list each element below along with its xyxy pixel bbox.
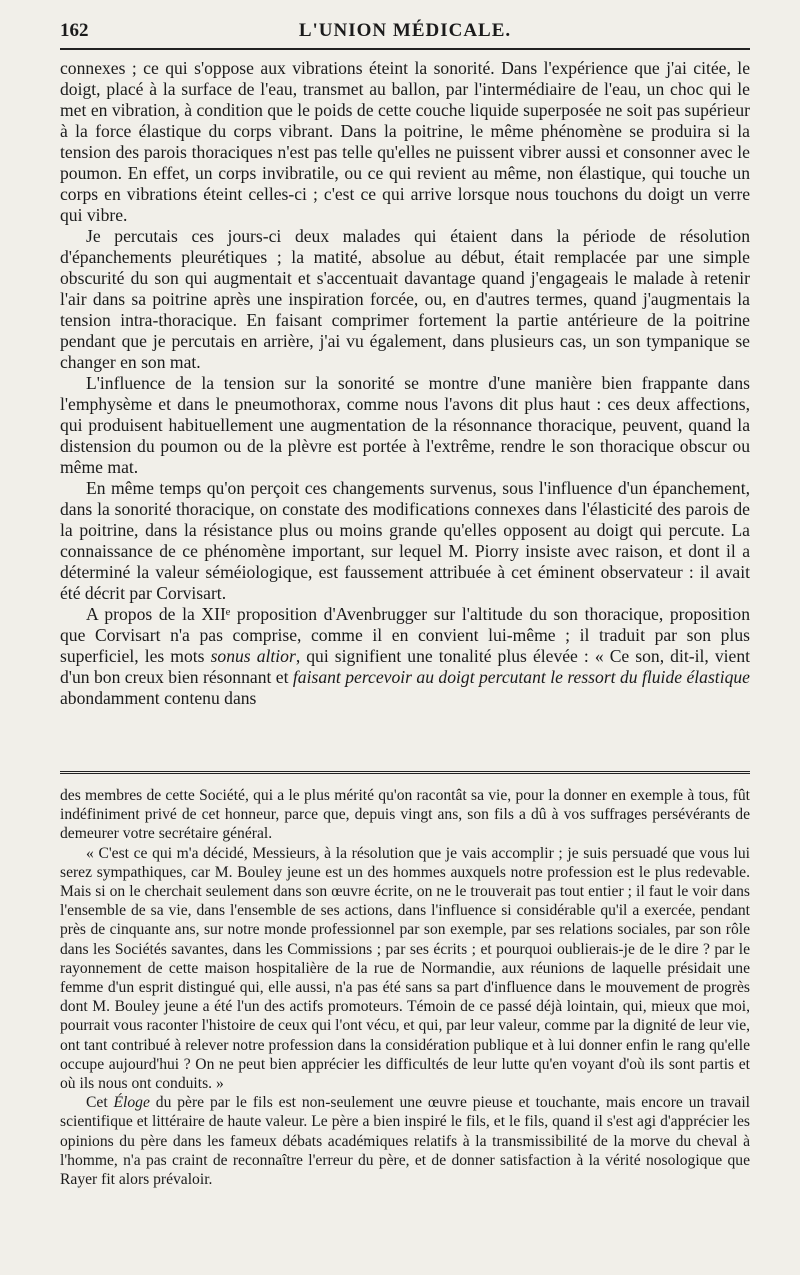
- paragraph: L'influence de la tension sur la sonorité se montre d'une manière bien frappante dans l'emphysème et dans le pneumothorax, comme nous l'avons dit plus haut : ces deux affections, qui produisent habituellement une augmentation de la résonnance thoracique, peuvent, quand la distension du poumon ou de la plèvre est portée à l'extrême, rendre le son thoracique obscur ou même mat.: [60, 373, 750, 477]
- running-title: L'UNION MÉDICALE.: [298, 20, 512, 41]
- note-paragraph: des membres de cette Société, qui a le plus mérité qu'on racontât sa vie, pour la donner en exemple à tous, fût indéfiniment privé de cet honneur, parce que, depuis vingt ans, son fils a dû à vos suffrages persévérants de demeurer votre secrétaire général.: [60, 787, 750, 843]
- text-run: du père par le fils est non-seulement une œuvre pieuse et touchante, mais encore un travail scientifique et littéraire de haute valeur. Le père a bien inspiré le fils, et le fils, quand il s'est agi d'apprécier les opinions du père dans les fameux débats académiques relatifs à la transmissibilité de la morve du cheval à l'homme, n'a pas craint de reconnaître l'erreur du père, et de donner satisfaction à la vérité nosologique que Rayer fit alors prévaloir.: [60, 1094, 750, 1189]
- text-run: , qui signifient une tonalité plus élevée : « Ce son, dit-il, vient d'un bon creux bien résonnant et: [60, 646, 751, 687]
- main-text: [60, 58, 750, 709]
- note-paragraph: « C'est ce qui m'a décidé, Messieurs, à la résolution que je vais accomplir ; je suis persuadé que vous lui serez sympathiques, car M. Bouley jeune est un des hommes auxquels notre profession est le plus redevable. Mais si on le cherchait seulement dans son œuvre écrite, on ne le trouverait pas tout entier ; il faut le voir dans l'ensemble de sa vie, dans l'ensemble de ses actions, dans l'influence si considérable qu'il a exercée, pendant près de cinquante ans, sur notre monde professionnel par son exemple, par ses relations sociales, par son rôle dans les Sociétés savantes, dans les Commissions ; par ses écrits ; et pourquoi oublierais-je de le dire ? par le rayonnement de cette maison hospitalière de la rue de Normandie, aux réunions de laquelle présidait une femme d'un esprit distingué qui, elle aussi, n'a pas été sans sa part d'influence dans le mouvement de progrès dont M. Bouley jeune a été l'un des actifs promoteurs. Témoin de ce passé déjà lointain, qui, mieux que moi, pourrait vous raconter l'histoire de ceux qui l'ont vécu, et qui, par leur valeur, comme par la dignité de leur vie, ont tant contribué à relever notre profession dans la considération publique et à lui donner enfin le rang qu'elle occupe aujourd'hui ? On ne peut bien apprécier les difficultés de leur lutte qu'en voyant d'où ils sont partis et où ils nous ont conduits. »: [60, 844, 751, 1093]
- text-run: abondamment contenu dans: [60, 688, 257, 708]
- text-run: A propos de la XIIᵉ proposition d'Avenbrugger sur l'altitude du son thoracique, proposition que Corvisart n'a pas comprise, comme il en convient lui-même ; il traduit par son plus superficiel, les mots: [60, 604, 750, 666]
- latin-term: sonus altior: [210, 646, 296, 666]
- paragraph: En même temps qu'on perçoit ces changements survenus, sous l'influence d'un épanchement, dans la sonorité thoracique, on constate des modifications connexes dans l'élasticité des parois de la poitrine, dans la résistance plus ou moins grande qu'elles opposent au doigt qui percute. La connaissance de ce phénomène important, sur lequel M. Piorry insiste avec raison, et dont il a déterminé la valeur séméiologique, est faussement attribuée à cet éminent observateur : il avait été décrit par Corvisart.: [60, 478, 750, 603]
- italic-title: Éloge: [113, 1094, 150, 1112]
- note-paragraph: [60, 1093, 750, 1189]
- page-header: [60, 18, 750, 52]
- page-number: 162: [60, 20, 89, 41]
- paragraph: connexes ; ce qui s'oppose aux vibrations éteint la sonorité. Dans l'expérience que j'ai citée, le doigt, placé à la surface de l'eau, transmet au ballon, par l'intermédiaire de l'eau, un choc qui le met en vibration, à condition que le poids de cette couche liquide superposée ne soit pas supérieur à la force élastique du corps vibrant. Dans la poitrine, le même phénomène se produira si la tension des parois thoraciques n'est pas telle qu'elles ne puissent vibrer aussi et consonner avec le poumon. En effet, un corps invibratile, ou ce qui revient au même, non élastique, qui touche un corps en vibrations éteint celles-ci ; c'est ce qui arrive lorsque nous touchons du doigt un verre qui vibre.: [60, 58, 750, 225]
- footnote-rule: [60, 771, 750, 774]
- italic-quote: faisant percevoir au doigt percutant le ressort du fluide élastique: [292, 667, 750, 687]
- paragraph: [60, 604, 750, 709]
- paragraph: Je percutais ces jours-ci deux malades qui étaient dans la période de résolution d'épanchements pleurétiques ; la matité, absolue au début, était remplacée par une simple obscurité du son qui augmentait et s'accentuait davantage quand j'engageais le malade à retenir l'air dans sa poitrine après une inspiration forcée, ou, en d'autres termes, quand j'augmentais la tension intra-thoracique. En faisant comprimer fortement la partie antérieure de la poitrine pendant que je percutais en arrière, j'ai vu également, dans plusieurs cas, un son tympanique se changer en son mat.: [60, 226, 750, 372]
- header-rule: [60, 48, 750, 50]
- text-run: Cet: [86, 1094, 114, 1112]
- feuilleton-text: [60, 786, 750, 1189]
